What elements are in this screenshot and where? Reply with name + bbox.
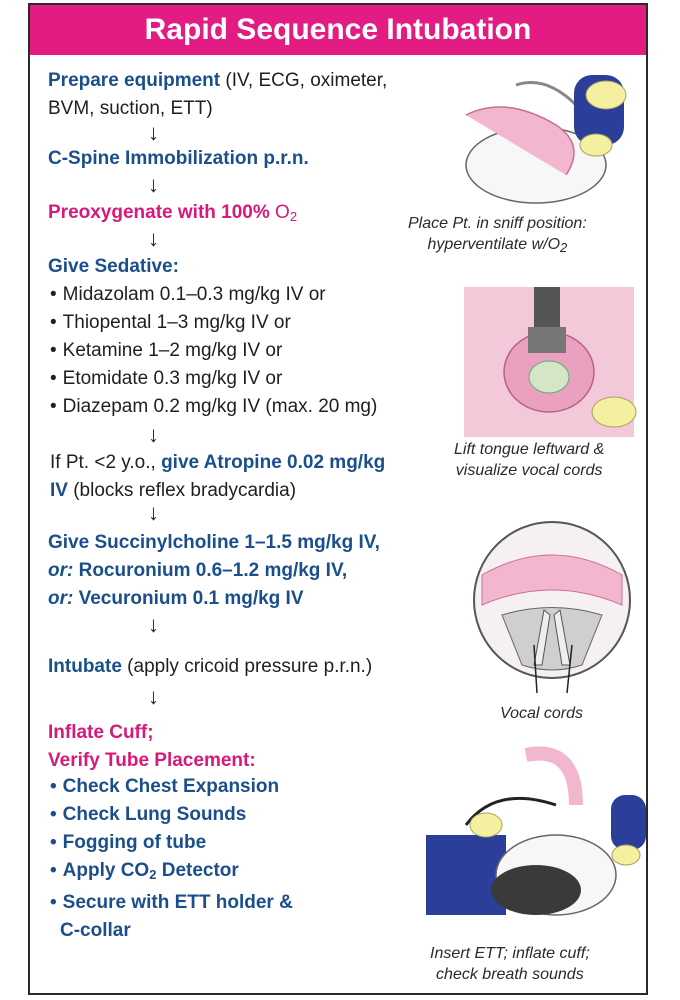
list-item-continuation: C-collar <box>60 920 131 941</box>
caption-sniff-position: Place Pt. in sniff position: hyperventilate $w/O_2$ <box>408 215 587 255</box>
arrow-down-icon: ↓ <box>148 120 159 145</box>
caption-lift-tongue: Lift tongue leftward & visualize vocal cords <box>454 441 605 479</box>
caption-insert-ett: Insert ETT; inflate cuff; check breath sounds <box>430 945 590 983</box>
step-inflate-verify <box>48 719 256 775</box>
intubate-label: Intubate <box>48 656 122 677</box>
arrow-down-icon: ↓ <box>148 172 159 197</box>
or-label: or: <box>48 560 74 581</box>
atropine-dose: give Atropine 0.02 mg/kg <box>161 452 386 473</box>
list-item: • Thiopental 1–3 mg/kg IV or <box>48 309 377 337</box>
insert-ett-illustration <box>426 745 648 935</box>
list-item: • Apply $CO_2$ Detector <box>48 857 293 889</box>
arrow-down-icon: ↓ <box>148 612 159 637</box>
atropine-route: IV <box>50 480 68 501</box>
intubate-details: (apply cricoid pressure p.r.n.) <box>121 656 373 677</box>
succinylcholine: Give Succinylcholine 1–1.5 mg/kg IV, <box>48 532 380 553</box>
laryngoscope-illustration <box>454 287 644 437</box>
list-item: • Secure with ETT holder & <box>48 889 293 917</box>
sedative-list <box>48 281 377 421</box>
page-title: Rapid Sequence Intubation <box>30 5 646 55</box>
arrow-down-icon: ↓ <box>148 422 159 447</box>
arrow-down-icon: ↓ <box>148 226 159 251</box>
verify-placement: Verify Tube Placement: <box>48 750 256 771</box>
arrow-down-icon: ↓ <box>148 684 159 709</box>
vocal-cords-illustration <box>462 515 642 705</box>
card-frame <box>28 3 648 995</box>
atropine-condition: If Pt. <2 y.o., <box>50 452 162 473</box>
atropine-reason: (blocks reflex bradycardia) <box>67 480 297 501</box>
prepare-details-2: BVM, suction, ETT) <box>48 98 213 119</box>
rocuronium: Rocuronium 0.6–1.2 mg/kg IV, <box>73 560 348 581</box>
step-cspine: C-Spine Immobilization p.r.n. <box>48 148 309 169</box>
preox-o2: $O_2$ <box>275 202 298 224</box>
step-preoxygenate <box>48 199 297 231</box>
prepare-label: Prepare equipment <box>48 70 221 91</box>
list-item: • Etomidate 0.3 mg/kg IV or <box>48 365 377 393</box>
preox-label: Preoxygenate with 100% <box>48 202 270 223</box>
or-label: or: <box>48 588 74 609</box>
list-item: • Midazolam 0.1–0.3 mg/kg IV or <box>48 281 377 309</box>
list-item: • Fogging of tube <box>48 829 293 857</box>
list-item: • Ketamine 1–2 mg/kg IV or <box>48 337 377 365</box>
vecuronium: Vecuronium 0.1 mg/kg IV <box>73 588 304 609</box>
step-prepare-equipment <box>48 67 387 123</box>
step-atropine <box>50 449 385 505</box>
arrow-down-icon: ↓ <box>148 500 159 525</box>
step-paralytic <box>48 529 380 613</box>
list-item: • Check Lung Sounds <box>48 801 293 829</box>
sedative-heading: Give Sedative: <box>48 256 179 277</box>
inflate-cuff: Inflate Cuff; <box>48 722 154 743</box>
step-intubate <box>48 653 372 681</box>
caption-vocal-cords: Vocal cords <box>500 705 583 722</box>
prepare-details-1: (IV, ECG, oximeter, <box>220 70 388 91</box>
list-item: • Check Chest Expansion <box>48 773 293 801</box>
verification-list <box>48 773 293 945</box>
sniff-position-illustration <box>446 55 646 205</box>
list-item: • Diazepam 0.2 mg/kg IV (max. 20 mg) <box>48 393 377 421</box>
